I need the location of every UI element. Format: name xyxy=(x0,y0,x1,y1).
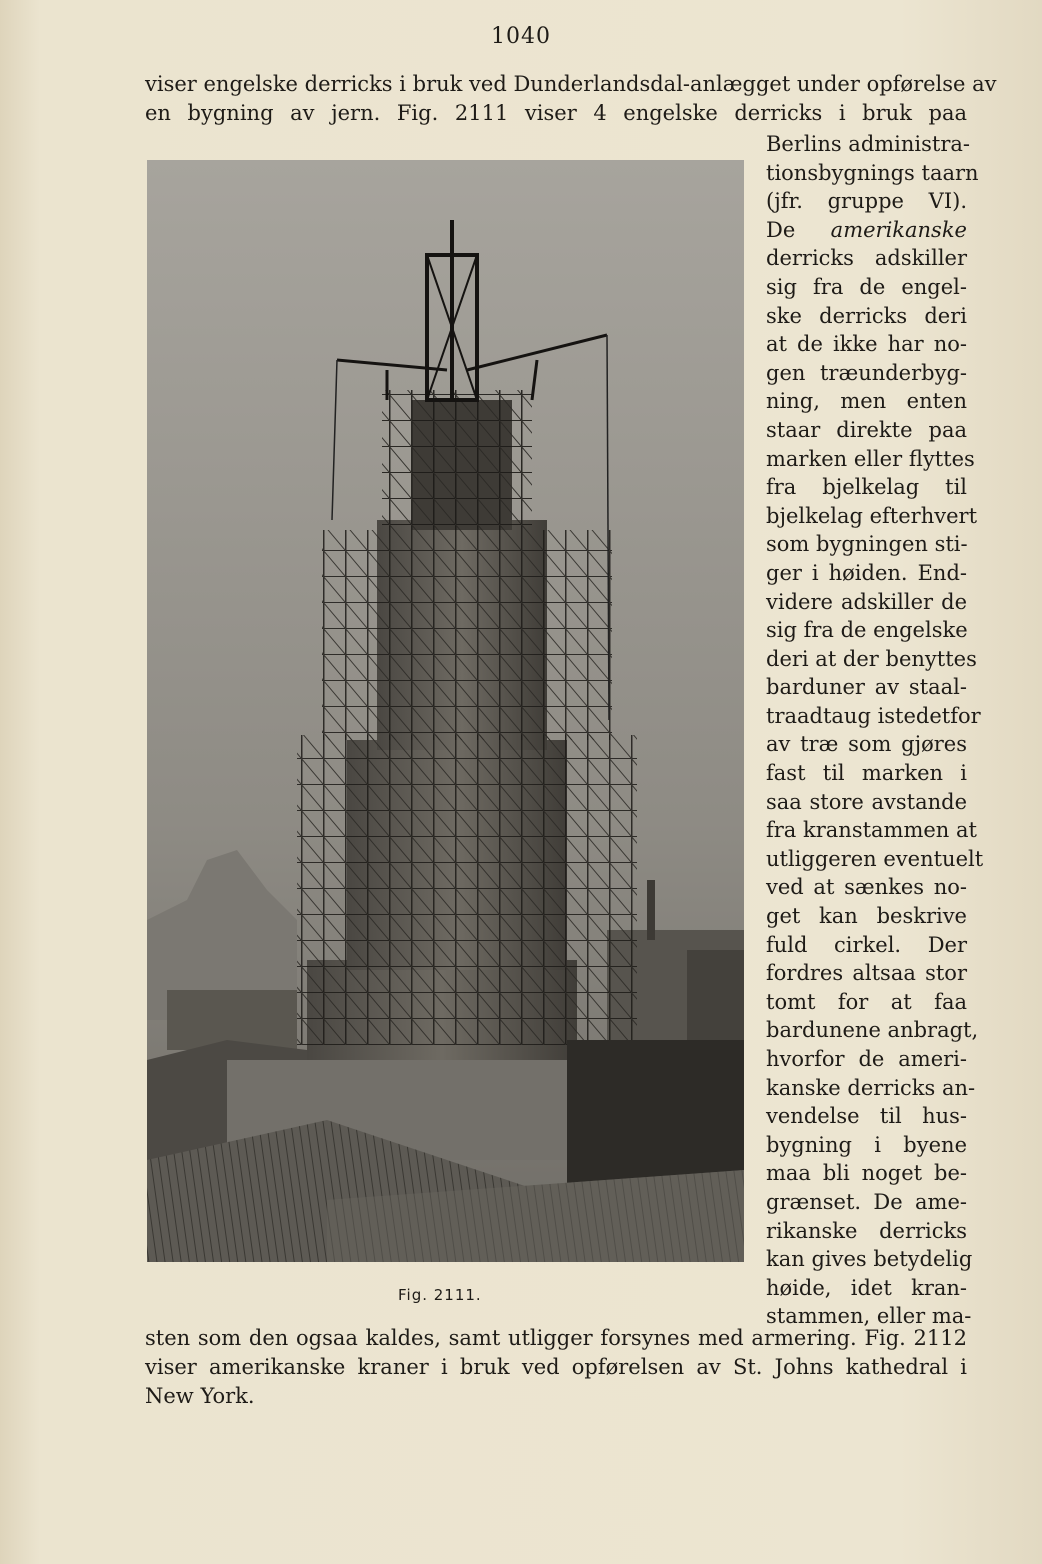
body-line-bottom-1: sten som den ogsaa kaldes, samt utligger forsynes med armering. Fig. 2112 xyxy=(145,1326,967,1350)
column-line: staar direkte paa xyxy=(766,417,967,442)
column-line: bygning i byene xyxy=(766,1132,967,1157)
column-line: De amerikanske xyxy=(766,217,967,242)
column-line: tionsbygnings taarn xyxy=(766,160,979,185)
column-line: get kan beskrive xyxy=(766,904,967,929)
column-line: ved at sænkes no- xyxy=(766,875,967,900)
column-line: ske derricks deri xyxy=(766,303,967,328)
column-line: marken eller flyttes xyxy=(766,446,975,471)
column-line: videre adskiller de xyxy=(766,589,967,614)
body-line-bottom-3: New York. xyxy=(145,1384,255,1408)
column-line: (jfr. gruppe VI). xyxy=(766,189,967,214)
figure-photo xyxy=(147,160,744,1262)
column-line: fuld cirkel. Der xyxy=(766,932,967,957)
tower-scaffolding-illustration xyxy=(147,160,744,1262)
column-line: sig fra de engelske xyxy=(766,618,968,643)
emphasized-word: amerikanske xyxy=(830,217,967,242)
column-line: fast til marken i xyxy=(766,761,967,786)
column-line: kanske derricks an- xyxy=(766,1075,976,1100)
column-line: hvorfor de ameri- xyxy=(766,1047,967,1071)
column-line: deri at der benyttes xyxy=(766,646,977,671)
figure-caption: Fig. 2111. xyxy=(398,1286,482,1304)
column-line: gen træunderbyg- xyxy=(766,360,967,385)
column-line: bjelkelag efterhvert xyxy=(766,503,978,528)
column-line: stammen, eller ma- xyxy=(766,1304,972,1329)
column-line: som bygningen sti- xyxy=(766,532,968,557)
column-line: kan gives betydelig xyxy=(766,1247,973,1272)
column-line: Berlins administra- xyxy=(766,132,971,156)
column-line: utliggeren eventuelt xyxy=(766,846,984,871)
column-line: vendelse til hus- xyxy=(766,1104,967,1129)
column-line: fra bjelkelag til xyxy=(766,475,967,500)
column-line: ger i høiden. End- xyxy=(766,560,967,585)
column-line: maa bli noget be- xyxy=(766,1161,967,1186)
column-line: rikanske derricks xyxy=(766,1218,967,1243)
body-line-1: viser engelske derricks i bruk ved Dunderlandsdal-anlægget under opførelse av xyxy=(145,72,997,96)
column-line: bardunene anbragt, xyxy=(766,1018,979,1043)
column-line: saa store avstande xyxy=(766,789,967,814)
column-line: traadtaug istedetfor xyxy=(766,703,981,728)
column-line: barduner av staal- xyxy=(766,675,967,700)
column-line: sig fra de engel- xyxy=(766,274,967,299)
body-line-bottom-2: viser amerikanske kraner i bruk ved opførelsen av St. Johns kathedral i xyxy=(145,1355,967,1379)
column-line: fra kranstammen at xyxy=(766,818,977,843)
column-line: av træ som gjøres xyxy=(766,732,967,757)
side-column xyxy=(766,130,984,1331)
column-line: derricks adskiller xyxy=(766,246,967,271)
column-line: ning, men enten xyxy=(766,389,967,414)
column-line: grænset. De ame- xyxy=(766,1189,967,1214)
page-number: 1040 xyxy=(491,24,551,49)
column-line: tomt for at faa xyxy=(766,989,967,1014)
column-line: at de ikke har no- xyxy=(766,332,967,357)
column-line: høide, idet kran- xyxy=(766,1275,967,1300)
column-line: fordres altsaa stor xyxy=(766,961,967,986)
body-line-2: en bygning av jern. Fig. 2111 viser 4 engelske derricks i bruk paa xyxy=(145,101,967,125)
